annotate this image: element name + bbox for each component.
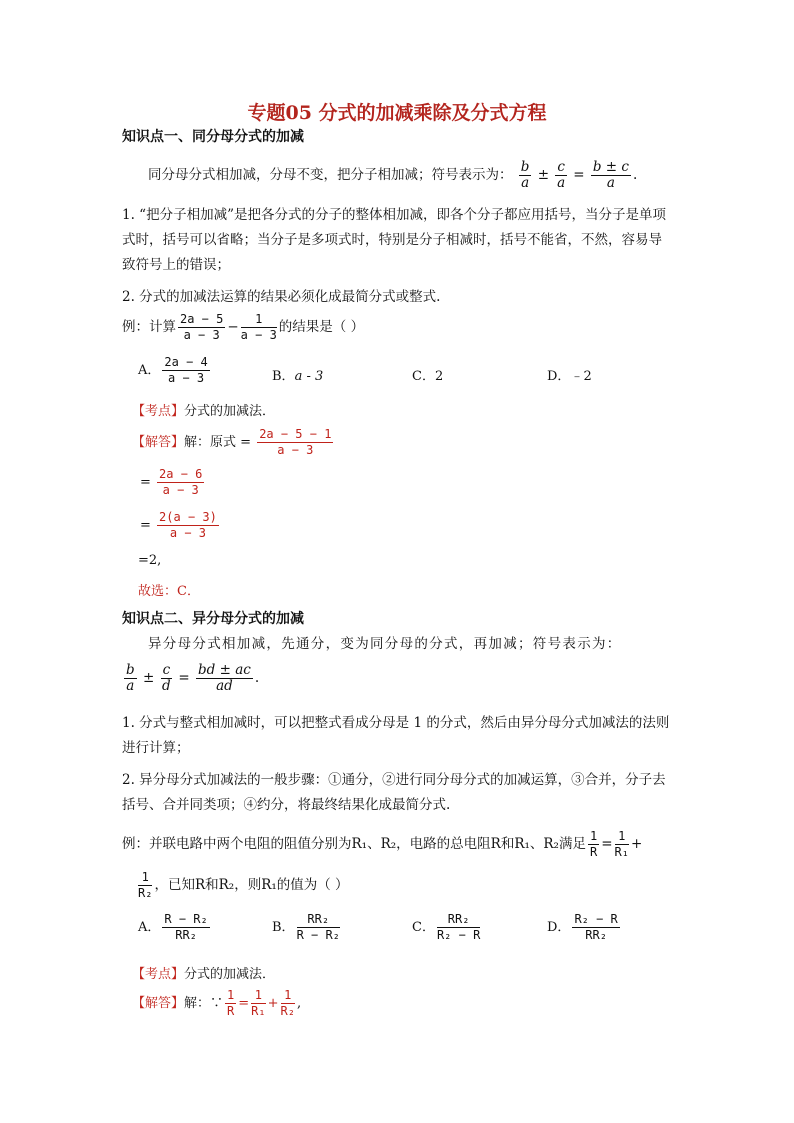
example1-step1: $\frac{2a - 5 - 1}{a - 3}$ xyxy=(259,427,332,457)
example1-step4: =2, xyxy=(138,553,162,568)
section2-heading: 知识点二、异分母分式的加减 xyxy=(122,611,304,627)
section1-rule: 同分母分式相加减，分母不变，把分子相加减；符号表示为： $\frac{b}{a}$ ± $\frac{c}{a}$ = $\frac{b \pm c}{a}$ . xyxy=(148,159,638,191)
example1-answer: 故选：C． xyxy=(138,584,200,599)
section2-formula: $\frac{b}{a}$ ± $\frac{c}{d}$ = $\frac{bd \pm ac}{ad}$ . xyxy=(126,662,260,694)
example2-option-a: A． $\frac{\text{R − R₂}}{\text{RR₂}}$ xyxy=(138,912,208,942)
section2-note1: 1. 分式与整式相加减时，可以把整式看成分母是 1 的分式，然后由异分母分式加减法的法则进行计算； xyxy=(122,715,670,756)
formula1-frac-b: $\frac{c}{a}$ xyxy=(557,159,566,191)
page-title: 专题05 分式的加减乘除及分式方程 xyxy=(247,102,547,124)
example1-kaodian: 【考点】分式的加减法． xyxy=(132,404,276,419)
example1-option-b: B．a - 3 xyxy=(272,369,324,384)
example2-question-line2: $\frac{1}{\text{R₂}}$ ，已知R和R₂，则R₁的值为（ ） xyxy=(138,870,349,900)
example1-step2: = $\frac{2a - 6}{a - 3}$ xyxy=(140,467,203,497)
section2-rule-text: 异分母分式相加减，先通分，变为同分母的分式，再加减；符号表示为： xyxy=(148,636,622,652)
example2-question-line1: 例：并联电路中两个电阻的阻值分别为R₁、R₂，电路的总电阻R和R₁、R₂满足 $\frac{1}{R}$ = $\frac{1}{\text{R₁}}$ + xyxy=(122,829,643,859)
section1-heading: 知识点一、同分母分式的加减 xyxy=(122,129,304,145)
example1-option-c: C．2 xyxy=(412,369,444,384)
formula1-eq: = xyxy=(573,167,585,183)
example1-jieda: 【解答】解：原式 = $\frac{2a - 5 - 1}{a - 3}$ xyxy=(132,427,332,457)
section1-rule-text: 同分母分式相加减，分母不变，把分子相加减；符号表示为： xyxy=(148,167,513,183)
formula1-frac-a: $\frac{b}{a}$ xyxy=(520,159,530,191)
example2-jieda: 【解答】解：∵ $\frac{1}{R}$ = $\frac{1}{\text{R₁}}$ + $\frac{1}{\text{R₂}}$ , xyxy=(132,988,302,1018)
formula1-op: ± xyxy=(537,167,550,183)
example2-option-b: B． $\frac{\text{RR₂}}{\text{R − R₂}}$ xyxy=(272,912,340,942)
example1-option-a: A． $\frac{2a - 4}{a - 3}$ xyxy=(138,355,208,385)
section1-note2: 2. 分式的加减法运算的结果必须化成最简分式或整式. xyxy=(122,289,441,305)
example1-step3: = $\frac{2(a - 3)}{a - 3}$ xyxy=(140,510,217,540)
formula1-frac-result: $\frac{b \pm c}{a}$ xyxy=(592,159,629,191)
example1-frac1: $\frac{2a - 5}{a - 3}$ xyxy=(180,312,224,342)
example1-question: 例：计算 $\frac{2a - 5}{a - 3}$ − $\frac{1}{a - 3}$ 的结果是（ ） xyxy=(122,312,365,342)
section1-note1: 1. “把分子相加减”是把各分式的分子的整体相加减，即各个分子都应用括号，当分子是单项式时，括号可以省略；当分子是多项式时，特别是分子相减时，括号不能省，不然，容易导致符号上的错误； xyxy=(122,207,666,273)
example1-frac2: $\frac{1}{a - 3}$ xyxy=(240,312,277,342)
example1-option-d: D．﹣2 xyxy=(547,369,592,384)
example2-kaodian: 【考点】分式的加减法． xyxy=(132,967,276,982)
example2-option-d: D． $\frac{\text{R₂ − R}}{\text{RR₂}}$ xyxy=(547,912,618,942)
example2-option-c: C． $\frac{\text{RR₂}}{\text{R₂ − R}}$ xyxy=(412,912,481,942)
section2-note2: 2. 异分母分式加减法的一般步骤：①通分，②进行同分母分式的加减运算，③合并，分子去括号、合并同类项；④约分，将最终结果化成最简分式. xyxy=(122,772,666,813)
